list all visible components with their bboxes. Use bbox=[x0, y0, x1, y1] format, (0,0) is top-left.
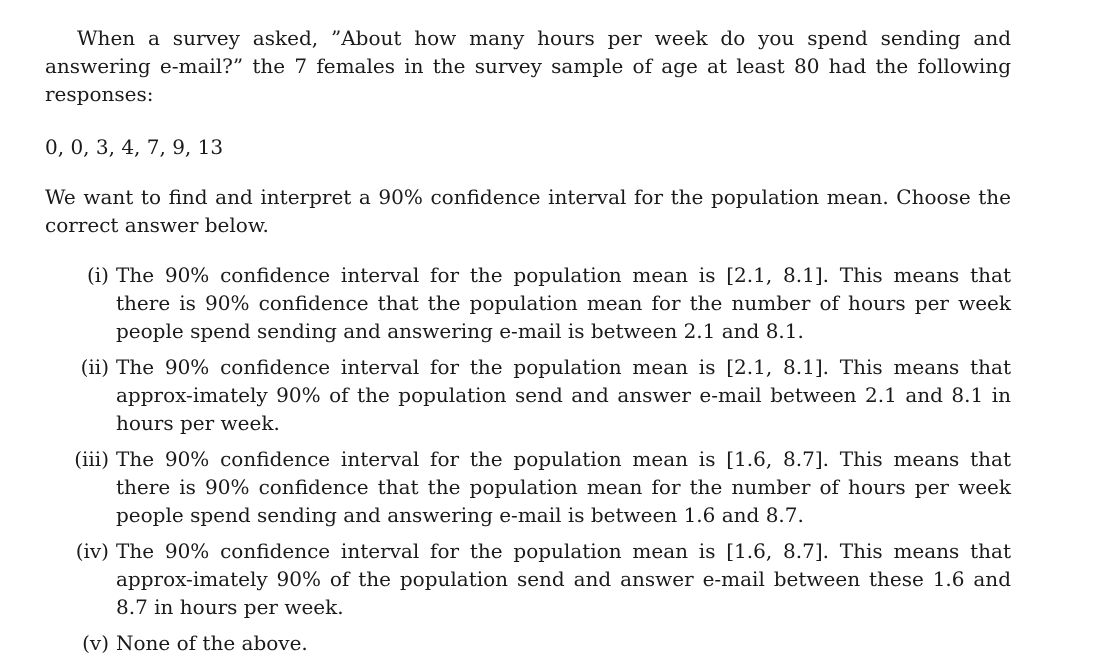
answer-choice-ii bbox=[45, 353, 1011, 437]
problem-question: We want to find and interpret a 90% confidence interval for the population mean. Choose the correct answer below. bbox=[45, 185, 1011, 237]
choice-text: None of the above. bbox=[116, 631, 308, 655]
response-data: 0, 0, 3, 4, 7, 9, 13 bbox=[45, 135, 224, 159]
choice-marker: (i) bbox=[86, 263, 109, 287]
answer-choice-iii bbox=[45, 445, 1011, 529]
choice-marker: (ii) bbox=[80, 355, 109, 379]
choice-text: The 90% confidence interval for the population mean is [1.6, 8.7]. This means that there is 90% confidence that the population mean for the number of hours per week people spend sending and answering e-mail is between 1.6 and 8.7. bbox=[116, 447, 1011, 527]
answer-choices-list bbox=[45, 261, 1011, 657]
answer-choice-iv bbox=[45, 537, 1011, 621]
choice-text: The 90% confidence interval for the population mean is [2.1, 8.1]. This means that approx-imately 90% of the population send and answer e-mail between 2.1 and 8.1 in hours per week. bbox=[116, 355, 1011, 435]
choice-marker: (iii) bbox=[74, 447, 109, 471]
answer-choice-i bbox=[45, 261, 1011, 345]
answer-choice-v bbox=[45, 629, 1011, 657]
problem-document bbox=[45, 24, 1011, 665]
problem-intro: When a survey asked, ”About how many hours per week do you spend sending and answering e-mail?” the 7 females in the survey sample of age at least 80 had the following responses: bbox=[45, 26, 1011, 106]
choice-text: The 90% confidence interval for the population mean is [1.6, 8.7]. This means that approx-imately 90% of the population send and answer e-mail between these 1.6 and 8.7 in hours per week. bbox=[116, 539, 1011, 619]
choice-marker: (v) bbox=[82, 631, 109, 655]
choice-text: The 90% confidence interval for the population mean is [2.1, 8.1]. This means that there is 90% confidence that the population mean for the number of hours per week people spend sending and answering e-mail is between 2.1 and 8.1. bbox=[116, 263, 1011, 343]
choice-marker: (iv) bbox=[75, 539, 109, 563]
